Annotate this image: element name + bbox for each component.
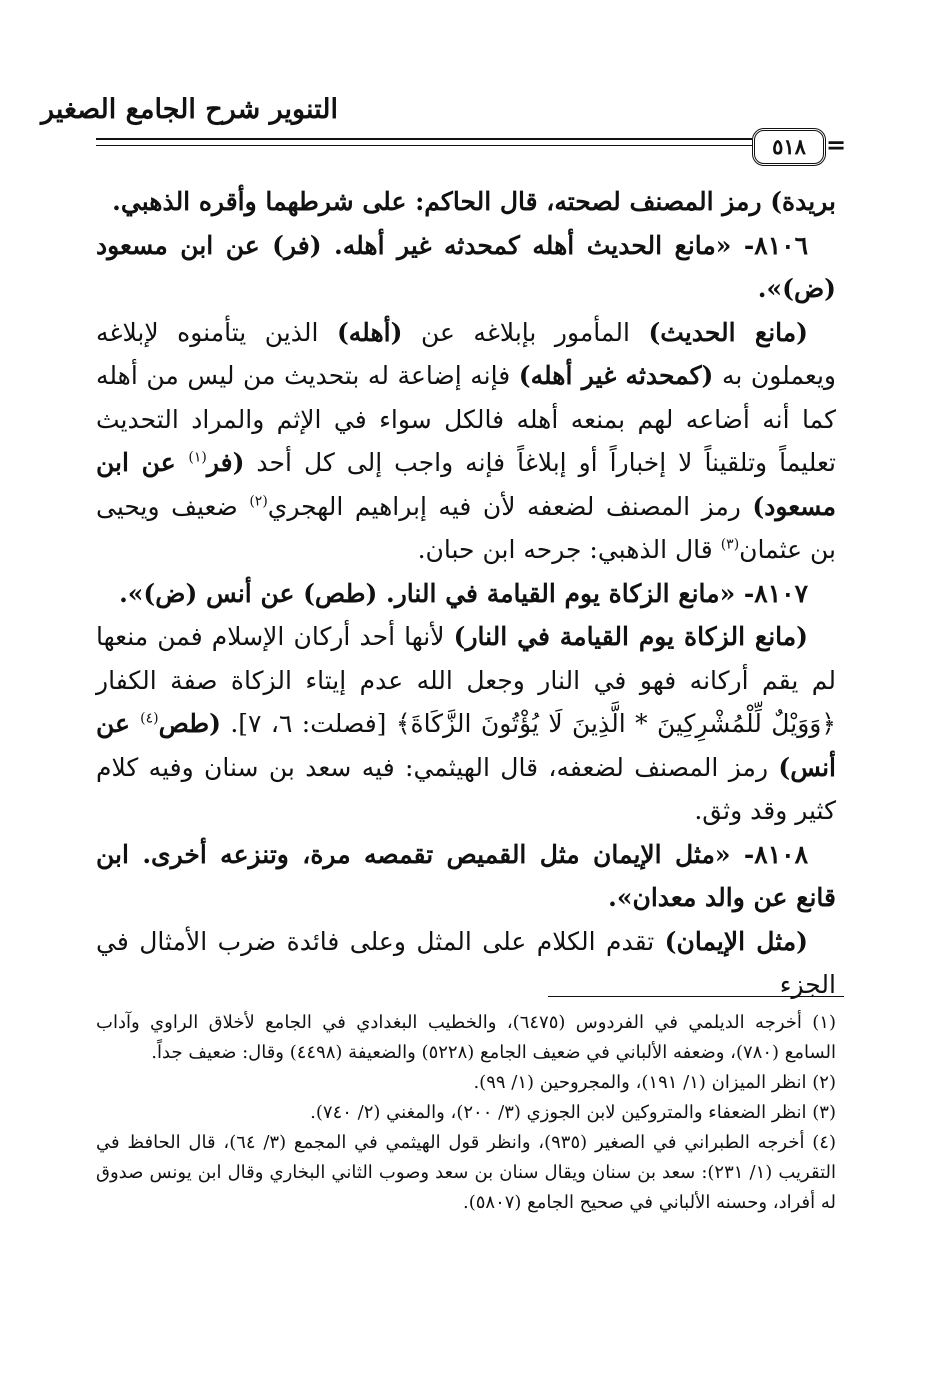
- commentary-text: رمز المصنف لضعفه لأن فيه إبراهيم الهجري: [267, 491, 753, 521]
- lemma: (طص: [158, 709, 221, 738]
- lemma: (مانع الحديث): [648, 317, 808, 347]
- lemma: (أهله): [336, 317, 403, 347]
- footnote-ref: (٢): [249, 493, 268, 510]
- commentary-8106: [96, 311, 836, 572]
- lemma: (فر: [206, 448, 245, 477]
- commentary-8108: [96, 920, 836, 1007]
- commentary-text: قال الذهبي: جرحه ابن حبان.: [417, 535, 721, 564]
- commentary-text: تقدم الكلام على المثل وعلى فائدة ضرب الأمثال في الجزء: [96, 926, 836, 999]
- hadith-8106: ٨١٠٦- «مانع الحديث أهله كمحدثه غير أهله. (فر) عن ابن مسعود (ض)».: [96, 230, 836, 303]
- commentary-8107: [96, 615, 836, 833]
- footnotes: [96, 1008, 836, 1218]
- footnote: (٢) انظر الميزان (١/ ١٩١)، والمجروحين (١/ ٩٩).: [473, 1072, 836, 1093]
- continuation-text: بريدة) رمز المصنف لصحته، قال الحاكم: على شرطهما وأقره الذهبي.: [112, 187, 836, 216]
- footnote: (٣) انظر الضعفاء والمتروكين لابن الجوزي (٣/ ٢٠٠)، والمغني (٢/ ٧٤٠).: [310, 1102, 836, 1123]
- footnote: (١) أخرجه الديلمي في الفردوس (٦٤٧٥)، والخطيب البغدادي في الجامع لأخلاق الراوي وآداب السامع (٧٨٠)، وضعفه الألباني في ضعيف الجامع (٥٢٢٨) والضعيفة (٤٤٩٨) وقال: ضعيف جداً.: [96, 1012, 836, 1063]
- header-rule-thick: [96, 138, 752, 140]
- lemma: (مانع الزكاة يوم القيامة في النار): [453, 622, 808, 651]
- footnote-separator: [548, 996, 844, 997]
- header-rule-thin: [96, 145, 752, 146]
- running-title: التنوير شرح الجامع الصغير: [41, 94, 338, 125]
- commentary-text: الذين يتأمنوه لإبلاغه ويعملون به: [96, 317, 836, 390]
- hadith-8107: ٨١٠٧- «مانع الزكاة يوم القيامة في النار. (طص) عن أنس (ض)».: [119, 578, 808, 608]
- page-number: ٥١٨: [752, 128, 826, 166]
- paragraph-continuation: [96, 180, 836, 224]
- footnote-ref: (٤): [140, 710, 159, 727]
- footnote: (٤) أخرجه الطبراني في الصغير (٩٣٥)، وانظر قول الهيثمي في المجمع (٣/ ٦٤)، قال الحافظ في التقريب (١/ ٢٣١): سعد بن سنان ويقال سنان بن سعد وصوب الثاني البخاري وقال ابن يونس صدوق له أفراد، وحسنه الألباني في صحيح الجامع (٥٨٠٧).: [96, 1132, 836, 1213]
- lemma: (مثل الإيمان): [664, 926, 808, 956]
- hadith-8108: ٨١٠٨- «مثل الإيمان مثل القميص تقمصه مرة، وتنزعه أخرى. ابن قانع عن والد معدان».: [96, 839, 836, 912]
- main-text: [96, 180, 836, 1007]
- commentary-text: فإنه إضاعة له بتحديث من ليس من أهله كما أنه أضاعه لهم بمنعه أهله فالكل سواء في الإثم والمراد التحديث تعليماً وتلقيناً لا إخباراً أو إبلاغاً فإنه واجب إلى كل أحد: [96, 361, 836, 477]
- commentary-text: المأمور بإبلاغه عن: [402, 317, 649, 347]
- commentary-text: لأنها أحد أركان الإسلام فمن منعها لم يقم أركانه فهو في النار وجعل الله عدم إيتاء الزكاة صفة الكفار ﴿وَوَيْلٌ لِّلْمُشْرِكِينَ * الَّذِينَ لَا يُؤْتُونَ الزَّكَاةَ﴾ [فصلت: ٦، ٧].: [96, 622, 836, 738]
- lemma: عن أنس): [96, 709, 836, 782]
- page-mark: =: [826, 130, 847, 159]
- commentary-text: ضعيف ويحيى بن عثمان: [96, 491, 836, 564]
- lemma: (كمحدثه غير أهله): [518, 361, 714, 390]
- footnote-ref: (١): [188, 449, 207, 466]
- footnote-ref: (٣): [720, 536, 740, 553]
- commentary-text: رمز المصنف لضعفه، قال الهيثمي: فيه سعد بن سنان وفيه كلام كثير وقد وثق.: [96, 752, 836, 825]
- lemma: عن ابن مسعود): [96, 448, 836, 521]
